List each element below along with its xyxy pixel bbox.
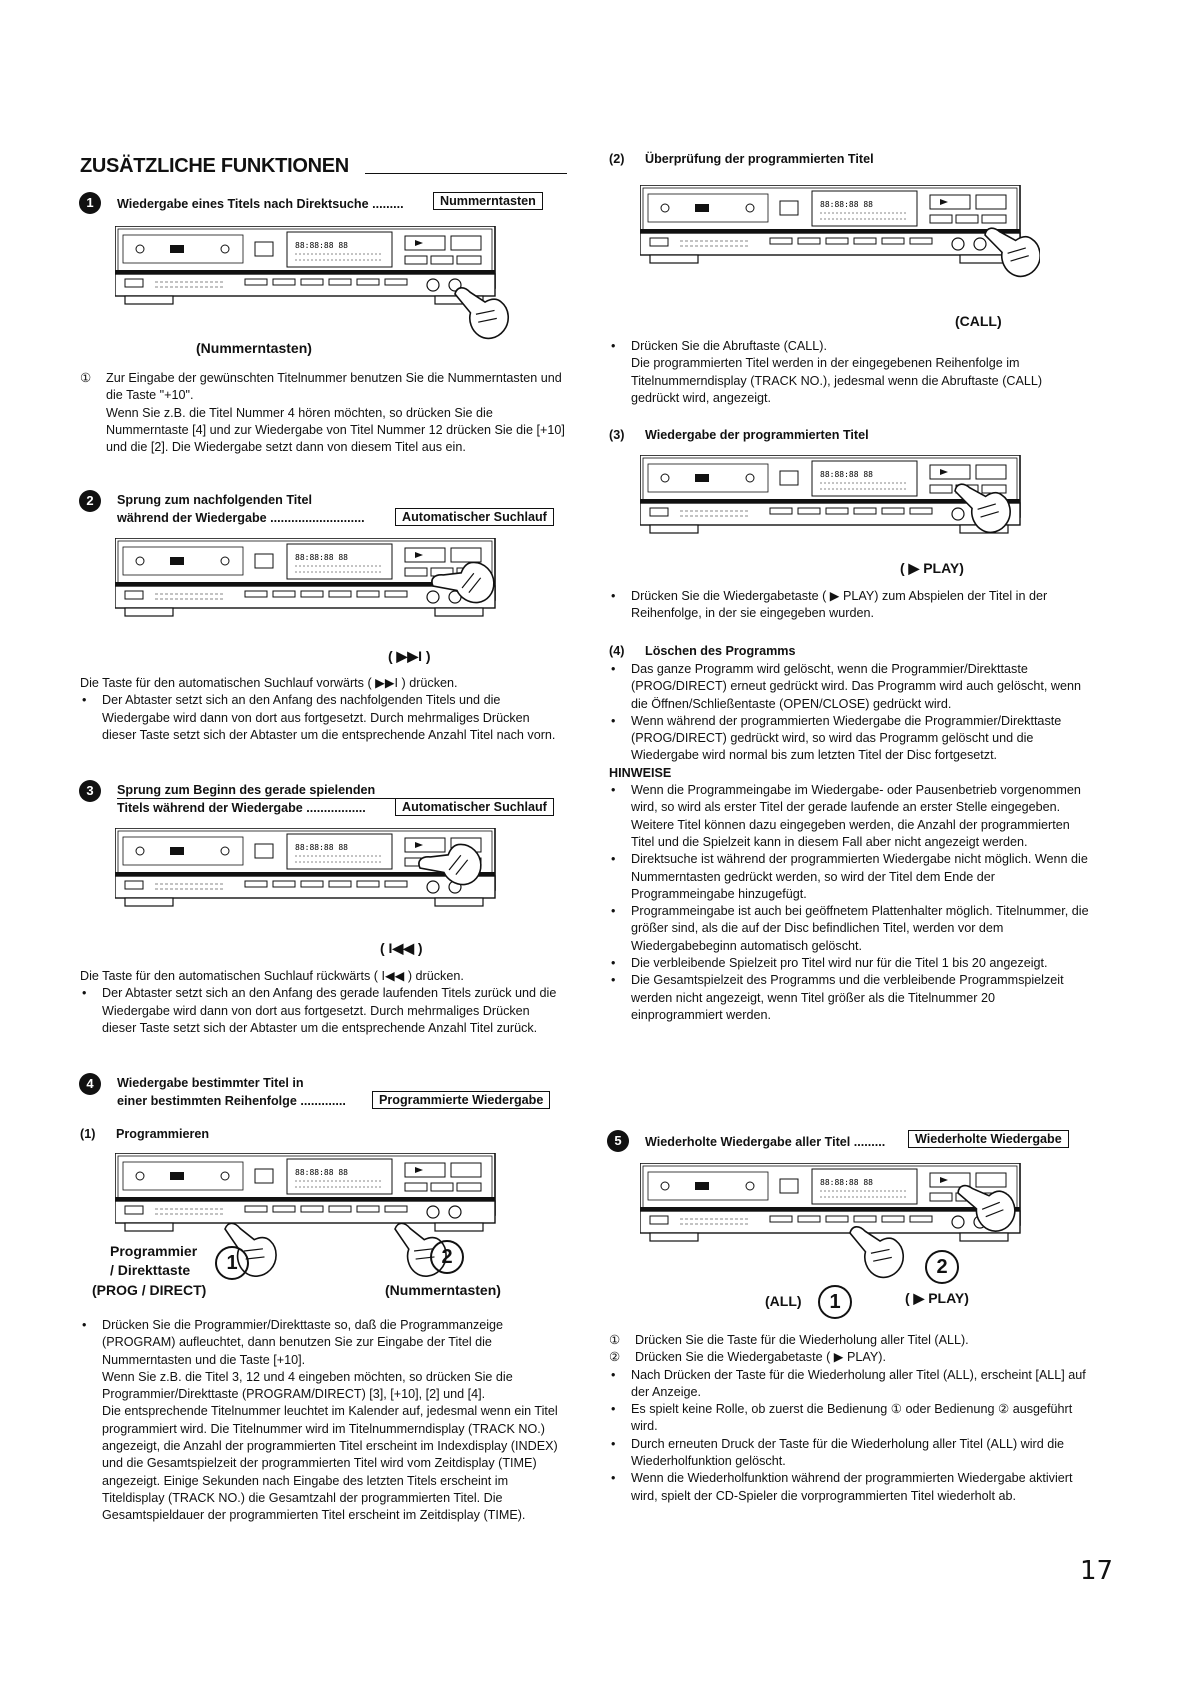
section-number-badge: 1 xyxy=(79,192,101,214)
bullet-item: • Der Abtaster setzt sich an den Anfang des nachfolgenden Titels und die Wiedergabe wird dann von dort aus fortgesetzt. Durch mehrmaliges Drücken dieser Taste setzt sich der Abtaster um die entsprechende Anzahl Titel nach vorn. xyxy=(80,692,565,744)
subsection-title: Überprüfung der programmierten Titel xyxy=(645,152,874,166)
subsection-title: Programmieren xyxy=(116,1127,210,1141)
cd-player-illustration xyxy=(115,226,515,361)
cd-player-illustration xyxy=(640,1163,1040,1293)
figure-label-prog: / Direkttaste xyxy=(110,1262,191,1278)
section-3-title-line1: Sprung zum Beginn des gerade spielenden xyxy=(117,783,376,797)
figure-label: (Nummerntasten) xyxy=(196,340,312,356)
figure-label-prog: Programmier xyxy=(110,1243,198,1259)
section-number-badge: 2 xyxy=(79,490,101,512)
subsection-number: (3) xyxy=(609,428,625,442)
section-2-title-line2: während der Wiedergabe ........................... xyxy=(117,511,365,525)
page-number: 17 xyxy=(1080,1556,1114,1586)
figure-label: ( I◀◀ ) xyxy=(380,940,423,956)
bullet-item: • Programmeingabe ist auch bei geöffnetem Plattenhalter möglich. Titelnummer, die größer sind, als die auf der Disc befindlichen Titel, werden vor dem Wiedergabebeginn automatisch gelöscht. xyxy=(609,903,1089,955)
callout-badge: 1 xyxy=(215,1246,249,1280)
bullet-item: • Das ganze Programm wird gelöscht, wenn die Programmier/Direkttaste (PROG/DIRECT) erneut gedrückt wird. Das Programm wird auch gelöscht, wenn die Öffnen/Schließentaste (OPEN/CLOSE) gedrückt wird. xyxy=(609,661,1089,713)
section-number-badge: 4 xyxy=(79,1073,101,1095)
step-1 xyxy=(80,370,565,456)
section-3-title-line2: Titels während der Wiedergabe ................. xyxy=(117,801,366,815)
figure-label-nummerntasten: (Nummerntasten) xyxy=(385,1282,501,1298)
paragraph: Die entsprechende Titelnummer leuchtet im Kalender auf, jedesmal wenn ein Titel programmiert wird. Die Titelnummer wird im Titelnummerndisplay (TRACK NO.) angezeigt, die Anzahl der programmierten Titel erscheint im Indexdisplay (INDEX) und die Gesamtspielzeit der programmierten Titel wird vom Zeitdisplay (TIME) angezeigt. Einige Sekunden nach Eingabe des letzten Titels erscheint im Titeldisplay (TRACK NO.) die Gesamtzahl der programmierten Titel. Die Gesamtspieldauer der programmierten Titel erscheint im Zeitdisplay (TIME). xyxy=(102,1404,558,1523)
section-4-key-box: Programmierte Wiedergabe xyxy=(372,1091,550,1109)
section-3-key-box: Automatischer Suchlauf xyxy=(395,798,554,816)
figure-label: ( ▶ PLAY) xyxy=(900,560,964,576)
section-2-key-box: Automatischer Suchlauf xyxy=(395,508,554,526)
cd-player-illustration xyxy=(115,538,515,638)
subsection-number: (2) xyxy=(609,152,625,166)
subsection-number: (4) xyxy=(609,644,625,658)
section-number-badge: 3 xyxy=(79,780,101,802)
subsection-title: Löschen des Programms xyxy=(645,644,796,658)
paragraph: Die Taste für den automatischen Suchlauf rückwärts ( I◀◀ ) drücken. xyxy=(80,969,464,983)
bullet-item: • Die Gesamtspielzeit des Programms und die verbleibende Programmspielzeit werden nicht angezeigt, wenn Titel größer als die Titelnummer 20 einprogrammiert werden. xyxy=(609,972,1089,1024)
cd-player-illustration xyxy=(115,828,515,928)
section-4-title-line2: einer bestimmten Reihenfolge ............. xyxy=(117,1094,346,1108)
cd-player-illustration xyxy=(640,185,1040,305)
paragraph: Zur Eingabe der gewünschten Titelnummer benutzen Sie die Nummerntasten und die Taste "+10". xyxy=(106,371,562,403)
figure-label-prog: (PROG / DIRECT) xyxy=(92,1282,207,1298)
notes-heading: HINWEISE xyxy=(609,765,672,780)
page-title: ZUSÄTZLICHE FUNKTIONEN xyxy=(80,155,349,177)
bullet-item: • Es spielt keine Rolle, ob zuerst die Bedienung ① oder Bedienung ② ausgeführt wird. xyxy=(609,1401,1089,1436)
bullet-item: • Wenn während der programmierten Wiedergabe die Programmier/Direkttaste (PROG/DIRECT) gedrückt wird, so wird das Programm gelöscht und die Wiedergabe wird normal bis zum letzten Titel der Disc fortgesetzt. xyxy=(609,713,1089,765)
figure-label-all: (ALL) xyxy=(765,1293,802,1309)
paragraph: Drücken Sie die Wiedergabetaste ( ▶ PLAY). xyxy=(635,1350,886,1365)
section-5-key-box: Wiederholte Wiedergabe xyxy=(908,1130,1069,1148)
bullet-item: • Wenn die Programmeingabe im Wiedergabe- oder Pausenbetrieb vorgenommen wird, so wird als erster Titel der gerade laufende an erster Stelle eingegeben. Weitere Titel können dazu eingegeben werden, die Anzahl der programmierten Titel und die Spielzeit kann in diesem Fall aber nicht angezeigt werden. xyxy=(609,782,1089,851)
callout-badge: 2 xyxy=(430,1240,464,1274)
paragraph: Die programmierten Titel werden in der eingegebenen Reihenfolge im Titelnummerndisplay (TRACK NO.), jedesmal wenn die Abruftaste (CALL) gedrückt wird, angezeigt. xyxy=(631,356,1043,405)
section-4-title-line1: Wiedergabe bestimmter Titel in xyxy=(117,1076,304,1090)
title-underline xyxy=(117,798,402,799)
figure-label: (CALL) xyxy=(955,313,1002,329)
section-1-title: Wiedergabe eines Titels nach Direktsuche ......... xyxy=(117,197,404,211)
section-1-key-box: Nummerntasten xyxy=(433,192,543,210)
bullet-item: • Die verbleibende Spielzeit pro Titel wird nur für die Titel 1 bis 20 angezeigt. xyxy=(609,955,1089,972)
paragraph: Wenn Sie z.B. die Titel 3, 12 und 4 eingeben möchten, so drücken Sie die Programmier/Direkttaste (PROGRAM/DIRECT) [3], [+10], [2] und [4]. xyxy=(102,1369,513,1402)
step-2 xyxy=(609,1349,1089,1366)
title-rule xyxy=(365,173,567,174)
bullet-item: • Drücken Sie die Abruftaste (CALL). xyxy=(609,338,1089,355)
cd-player-illustration xyxy=(640,455,1040,555)
bullet-item: • Drücken Sie die Wiedergabetaste ( ▶ PLAY) zum Abspielen der Titel in der Reihenfolge, in der sie eingegeben wurden. xyxy=(609,588,1089,623)
callout-badge: 2 xyxy=(925,1250,959,1284)
step-marker: ① xyxy=(609,1333,621,1347)
section-5-title: Wiederholte Wiedergabe aller Titel ......... xyxy=(645,1135,886,1149)
section-number-badge: 5 xyxy=(607,1130,629,1152)
bullet-item: • Direktsuche ist während der programmierten Wiedergabe nicht möglich. Wenn die Nummerntasten gedrückt werden, so wird der Titel dem Ende der Programmeingabe hinzugefügt. xyxy=(609,851,1089,903)
paragraph: Wenn Sie z.B. die Titel Nummer 4 hören möchten, so drücken Sie die Nummerntaste [4] und zur Wiedergabe von Titel Nummer 12 drücken Sie die [+10] und die [2]. Die Wiedergabe setzt dann von diesem Titel aus ein. xyxy=(106,405,565,455)
step-1 xyxy=(609,1332,1089,1349)
bullet-item: • Der Abtaster setzt sich an den Anfang des gerade laufenden Titels zurück und die Wiedergabe wird dann von dort aus fortgesetzt. Durch mehrmaliges Drücken dieser Taste setzt sich der Abtaster um die entsprechende Anzahl Titel zurück. xyxy=(80,985,565,1037)
step-marker: ① xyxy=(80,371,92,385)
callout-badge: 1 xyxy=(818,1285,852,1319)
section-2-title-line1: Sprung zum nachfolgenden Titel xyxy=(117,493,312,507)
figure-label: ( ▶▶I ) xyxy=(388,648,431,664)
bullet-item: • Wenn die Wiederholfunktion während der programmierten Wiedergabe aktiviert wird, spielt der CD-Spieler die vorprogrammierten Titel wiederholt ab. xyxy=(609,1470,1089,1505)
bullet-item: • Drücken Sie die Programmier/Direkttaste so, daß die Programmanzeige (PROGRAM) aufleuchtet, dann benutzen Sie zur Eingabe der Titel die Nummerntasten und die Taste [+10]. xyxy=(80,1317,565,1369)
bullet-item: • Nach Drücken der Taste für die Wiederholung aller Titel (ALL), erscheint [ALL] auf der Anzeige. xyxy=(609,1367,1089,1402)
paragraph: Drücken Sie die Taste für die Wiederholung aller Titel (ALL). xyxy=(635,1333,969,1347)
subsection-number: (1) xyxy=(80,1127,96,1141)
bullet-item: • Durch erneuten Druck der Taste für die Wiederholung aller Titel (ALL) wird die Wiederholfunktion gelöscht. xyxy=(609,1436,1089,1471)
figure-label-play: ( ▶ PLAY) xyxy=(905,1290,969,1306)
paragraph: Die Taste für den automatischen Suchlauf vorwärts ( ▶▶I ) drücken. xyxy=(80,676,458,690)
subsection-title: Wiedergabe der programmierten Titel xyxy=(645,428,869,442)
step-marker: ② xyxy=(609,1350,621,1365)
